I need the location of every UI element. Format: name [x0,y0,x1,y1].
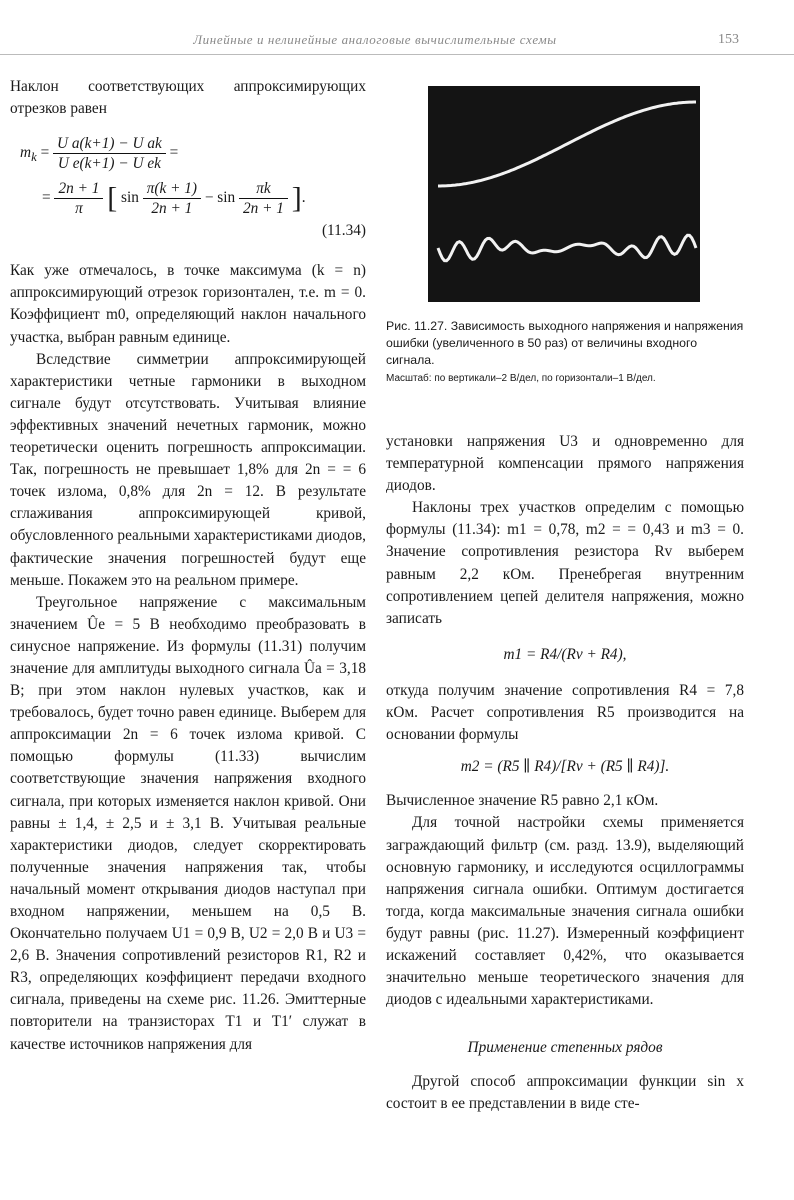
formula-fraction-2 [54,179,103,218]
intro-text: Наклон соответствующих аппроксимирующих отрезков равен [10,78,366,118]
oscilloscope-figure [428,86,700,302]
right-paragraph-5: Для точной настройки схемы применяется заграждающий фильтр (см. разд. 13.9), выделяющий основную гармонику, и исследуются осциллограммы напряжения сигнала ошибки. Оптимум достигается тогда, когда максимальные значения сигнала ошибки будут равны (рис. 11.27). Измеренный коэффициент искажений составляет 0,42%, что оказывается значительно меньше теоретического значения для диодов с идеальными характеристиками. [386,814,744,1009]
right-column [386,431,744,1116]
scope-screen [428,86,700,302]
figure-caption-block [386,318,746,387]
running-header: Линейные и нелинейные аналоговые вычислительные схемы [193,32,557,47]
fraction-1-denominator: U e(k+1) − U ek [57,155,161,173]
formula-sin-arg-1 [143,179,201,218]
sin-arg-1-denominator: 2n + 1 [151,200,193,218]
sin-arg-2-numerator: πk [239,179,288,199]
formula-lhs-sub: k [31,150,37,165]
right-paragraph-3: откуда получим значение сопротивления R4 = 7,8 кОм. Расчет сопротивления R5 производится на основании формулы [386,681,744,744]
equation-number: (11.34) [321,222,366,240]
fraction-2-numerator: 2n + 1 [54,179,103,199]
formula-lhs: m [20,144,32,162]
right-paragraph-2: Наклоны трех участков определим с помощью формулы (11.34): m1 = 0,78, m2 = = 0,43 и m3 = 0. Значение сопротивления резистора Rv выберем равным 2,2 кОм. Пренебрегая внутренним сопротивлением цепей делителя напряжения, можно записать [386,499,744,627]
right-paragraph-1: установки напряжения U3 и одновременно для температурной компенсации прямого напряжения диодов. [386,433,744,495]
formula-11-34: $m_k$ = $\frac{\text{U a(k+1) − U ak}}{\text{U e(k+1) − U ek}}$ = = $\frac{2n + 1}{\pi}$ [ sin $\frac{\pi(k + 1)}{2n + 1}$ − sin $\frac{\pi k}{2n + 1}$ ]. (11.34) [12,134,366,242]
left-paragraph-2: Вследствие симметрии аппроксимирующей характеристики четные гармоники в выходном сигнале будут отсутствовать. Учитывая влияние эффективных значений нечетных гармоник, можно теоретически оценить погрешность аппроксимации. Так, погрешность не превышает 1,8% для 2n = = 6 точек излома, 0,8% для 2n = 12. В результате сглаживания аппроксимирующей кривой, обусловленного реальными характеристиками диодов, фактические значения погрешностей будут еще меньше. Покажем это на реальном примере. [10,350,366,589]
right-paragraph-4: Вычисленное значение R5 равно 2,1 кОм. [386,792,659,810]
left-column [10,76,366,1056]
left-paragraph-1: Как уже отмечалось, в точке максимума (k = n) аппроксимирующий отрезок горизонтален, т.е. m = 0. Коэффициент m0, определяющий наклон начального участка, выбран равным единице. [10,262,366,346]
fraction-2-denominator: π [75,200,83,218]
header-rule [0,54,794,55]
sin-arg-1-numerator: π(k + 1) [143,179,201,199]
formula-m1: m1 = R4/(Rv + R4), [503,645,627,663]
formula-sin-arg-2 [239,179,288,218]
figure-caption: Рис. 11.27. Зависимость выходного напряжения и напряжения ошибки (увеличенного в 50 раз) от величины входного сигнала. [386,319,744,367]
page-number: 153 [718,32,739,47]
right-paragraph-6: Другой способ аппроксимации функции sin x состоит в ее представлении в виде сте- [386,1073,744,1113]
formula-fraction-1 [53,134,166,173]
left-paragraph-3: Треугольное напряжение с максимальным значением Ûe = 5 В необходимо преобразовать в синусное напряжение. Из формулы (11.31) получим значение для амплитуды выходного сигнала Ûa = 3,18 В; при этом наклон нулевых участков, как и требовалось, будет точно равен единице. Выберем для аппроксимации 2n = 6 точек излома кривой. С помощью формулы (11.33) вычислим соответствующие значения напряжения входного сигнала, при которых изменяется наклон кривой. Они равны ± 1,4, ± 2,5 и ± 3,1 В. Учитывая реальные характеристики диодов, следует скорректировать полученные значения напряжения так, чтобы начальный момент открывания диодов наступал при входном напряжении, меньшем на 0,5 В. Окончательно получаем U1 = 0,9 В, U2 = 2,0 В и U3 = 2,6 В. Значения сопротивлений резисторов R1, R2 и R3, определяющих коэффициент передачи входного сигнала, приведены на схеме рис. 11.26. Эмиттерные повторители на транзисторах T1 и T1′ служат в качестве источников напряжения для [10,593,366,1053]
formula-m2: m2 = (R5 ∥ R4)/[Rv + (R5 ∥ R4)]. [460,758,670,776]
sin-arg-2-denominator: 2n + 1 [242,200,284,218]
figure-scale-note: Масштаб: по вертикали–2 В/дел, по горизонтали–1 В/дел. [386,373,656,384]
section-title: Применение степенных рядов [467,1039,663,1057]
fraction-1-numerator: U a(k+1) − U ak [53,134,166,154]
